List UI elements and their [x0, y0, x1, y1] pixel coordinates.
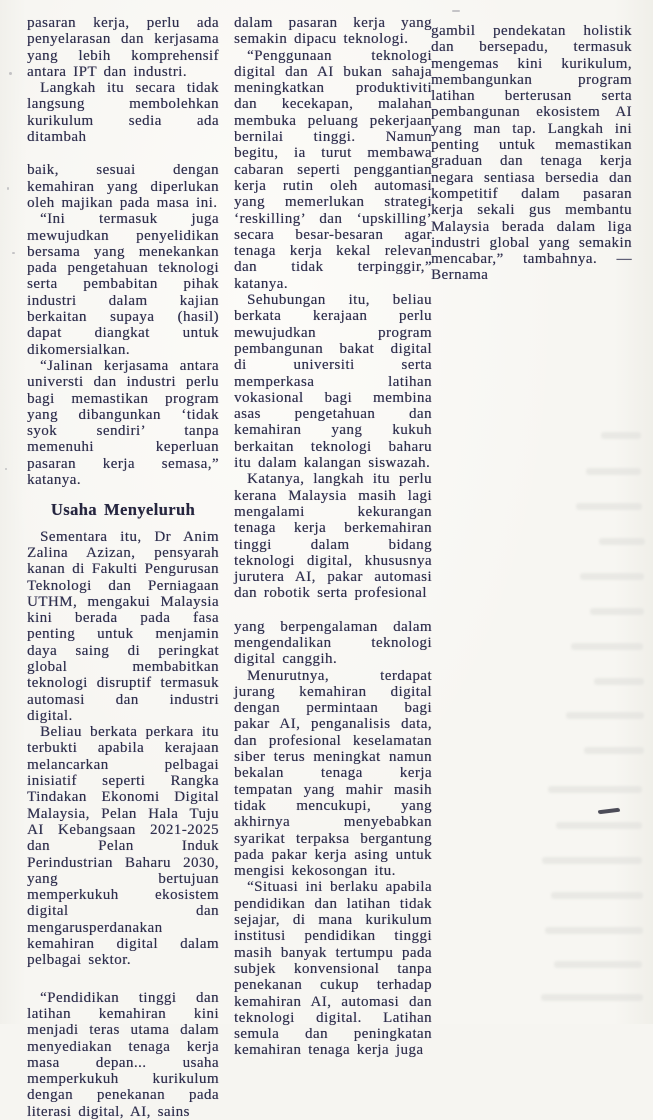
bleed-through-artifact	[551, 892, 643, 899]
bleed-through-artifact	[590, 608, 644, 615]
paragraph: “Pendidikan tinggi dan latihan kemahiran kini menjadi teras utama dalam menyediakan tenaga kerja masa depan... usaha memperkukuh kurikulum dengan penekanan pada literasi digital, AI, sains	[27, 989, 219, 1120]
bleed-through-artifact	[580, 573, 644, 580]
ink-speck	[452, 10, 460, 12]
paragraph: baik, sesuai dengan kemahiran yang diperlukan oleh majikan pada masa ini.	[27, 162, 219, 211]
paragraph: yang berpengalaman dalam mengendalikan teknologi digital canggih.	[234, 618, 432, 668]
article-column-1	[27, 15, 219, 1120]
paragraph: “Situasi ini berlaku apabila pendidikan dan latihan tidak sejajar, di mana kurikulum institusi pendidikan tinggi masih banyak tertumpu pada subjek konvensional tanpa penekanan cukup terhadap kemahiran AI, automasi dan teknologi digital. Latihan semula dan peningkatan kemahiran tenaga kerja juga	[234, 879, 432, 1059]
paragraph: “Penggunaan teknologi digital dan AI bukan sahaja meningkatkan produktiviti dan kecekapan, malahan membuka peluang pekerjaan bernilai tinggi. Namun begitu, ia turut membawa cabaran seperti penggantian kerja rutin oleh automasi yang memerlukan strategi ‘reskilling’ dan ‘upskilling’ secara besar-besaran agar tenaga kerja kekal relevan dan tidak terpinggir,” katanya.	[234, 47, 432, 292]
article-column-3	[431, 23, 632, 284]
paragraph: Sehubungan itu, beliau berkata kerajaan perlu mewujudkan program pembangunan bakat digital di universiti serta memperkasa latihan vokasional bagi membina asas pengetahuan dan kemahiran yang kukuh berkaitan teknologi baharu itu dalam kalangan siswazah.	[234, 292, 432, 472]
paragraph-with-byline: gambil pendekatan holistik dan bersepadu, termasuk mengemas kini kurikulum, membangunkan program latihan berterusan serta pembangunan ekosistem AI yang man tap. Langkah ini penting untuk memastikan graduan dan tenaga kerja negara sentiasa bersedia dan kompetitif dalam pasaran kerja sekali gus membantu Malaysia berada dalam liga industri global yang semakin mencabar,” tambahnya. — Bernama	[431, 23, 632, 284]
bleed-through-artifact	[576, 503, 642, 510]
bleed-through-artifact	[566, 712, 644, 719]
paragraph: “Ini termasuk juga mewujudkan penyelidikan bersama yang menekankan pada pengetahuan teknologi serta pembabitan pihak industri dalam kajian berkaitan supaya (hasil) dapat diangkat untuk dikomersialkan.	[27, 211, 219, 358]
paragraph: Langkah itu secara tidak langsung membolehkan kurikulum sedia ada ditambah	[27, 80, 219, 146]
bleed-through-artifact	[586, 468, 641, 475]
bleed-through-artifact	[571, 643, 643, 650]
paragraph: Sementara itu, Dr Anim Zalina Azizan, pensyarah kanan di Fakulti Pengurusan Teknologi dan Perniagaan UTHM, mengakui Malaysia kini berada pada fasa penting untuk menjamin daya saing di peringkat global membabitkan teknologi disruptif termasuk automasi dan industri digital.	[27, 528, 219, 724]
paragraph: dalam pasaran kerja yang semakin dipacu teknologi.	[234, 15, 432, 48]
paragraph: Menurutnya, terdapat jurang kemahiran digital dengan permintaan bagi pakar AI, penganalisis data, dan profesional keselamatan siber terus meningkat namun bekalan tenaga kerja tempatan yang mahir masih tidak mencukupi, yang akhirnya menyebabkan syarikat terpaksa bergantung pada pakar kerja asing untuk mengisi kekosongan itu.	[234, 667, 432, 880]
bleed-through-artifact	[545, 927, 643, 934]
bleed-through-artifact	[554, 961, 642, 968]
bleed-through-artifact	[556, 822, 642, 829]
bleed-through-artifact	[548, 786, 642, 793]
section-heading: Usaha Menyeluruh	[50, 500, 196, 520]
paragraph: pasaran kerja, perlu ada penyelarasan dan kerjasama yang lebih komprehensif antara IPT dan industri.	[27, 15, 219, 80]
bleed-through-artifact	[594, 678, 644, 685]
ink-speck	[598, 808, 620, 815]
bleed-through-artifact	[584, 747, 644, 754]
paragraph: Katanya, langkah itu perlu kerana Malaysia masih lagi mengalami kekurangan tenaga kerja berkemahiran tinggi dalam bidang teknologi digital, khususnya jurutera AI, pakar automasi dan robotik serta profesional	[234, 471, 432, 602]
ink-speck	[9, 72, 12, 75]
ink-speck	[12, 252, 15, 254]
paragraph: Beliau berkata perkara itu terbukti apabila kerajaan melancarkan pelbagai inisiatif seperti Rangka Tindakan Ekonomi Digital Malaysia, Pelan Hala Tuju AI Kebangsaan 2021-2025 dan Pelan Induk Perindustrian Baharu 2030, yang bertujuan memperkukuh ekosistem digital dan mengarusperdanakan kemahiran digital dalam pelbagai sektor.	[27, 724, 219, 969]
ink-speck	[7, 187, 9, 190]
ink-speck	[5, 468, 7, 470]
bleed-through-artifact	[542, 857, 642, 864]
bleed-through-artifact	[601, 432, 641, 439]
paragraph: “Jalinan kerjasama antara universti dan industri perlu bagi memastikan program yang dibangunkan ‘tidak syok sendiri’ tanpa memenuhi keperluan pasaran kerja semasa,” katanya.	[27, 357, 219, 489]
article-column-2	[234, 15, 432, 1059]
bleed-through-artifact	[599, 538, 645, 545]
bleed-through-artifact	[541, 994, 643, 1001]
